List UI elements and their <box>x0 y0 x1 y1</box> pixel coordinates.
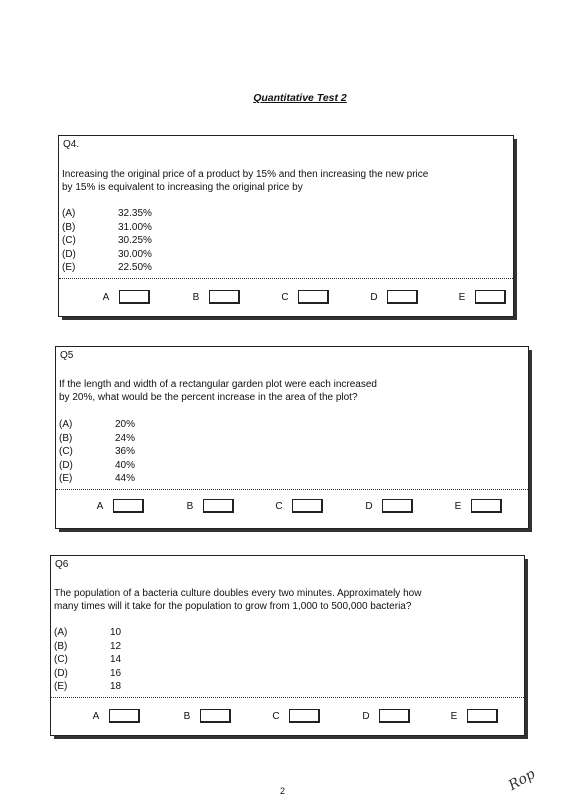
option-a: (A) 20% <box>59 419 136 430</box>
question-number: Q6 <box>55 559 69 570</box>
answer-checkbox[interactable] <box>387 290 418 304</box>
option-c: (C) 36% <box>59 446 136 457</box>
question-box-q4 <box>58 135 514 317</box>
answer-e[interactable]: E <box>453 290 506 304</box>
answer-checkbox[interactable] <box>475 290 506 304</box>
option-c: (C) 30.25% <box>62 235 152 246</box>
options-list <box>54 626 121 694</box>
answer-a[interactable]: A <box>97 290 150 304</box>
answer-c[interactable]: C <box>270 499 323 513</box>
option-b: (B) 31.00% <box>62 221 152 233</box>
answer-checkbox[interactable] <box>467 709 498 723</box>
question-box-q6 <box>50 555 525 736</box>
divider <box>51 697 524 698</box>
answer-b[interactable]: B <box>178 709 231 723</box>
question-box-q5 <box>55 346 529 529</box>
options-list <box>62 207 152 275</box>
option-e: (E) 44% <box>59 473 136 484</box>
answer-checkbox[interactable] <box>379 709 410 723</box>
divider <box>56 489 528 490</box>
stem-line: The population of a bacteria culture doubles every two minutes. Approximately how <box>54 588 422 599</box>
answer-a[interactable]: A <box>87 709 140 723</box>
answer-d[interactable]: D <box>365 290 418 304</box>
answer-checkbox[interactable] <box>113 499 144 513</box>
question-stem <box>59 378 499 404</box>
option-c: (C) 14 <box>54 654 122 665</box>
option-a: (A) 32.35% <box>62 208 152 219</box>
answer-d[interactable]: D <box>357 709 410 723</box>
option-a: (A) 10 <box>54 627 122 638</box>
handwritten-signature: Rop <box>505 766 539 794</box>
option-d: (D) 16 <box>54 667 122 679</box>
answer-a[interactable]: A <box>91 499 144 513</box>
answer-d[interactable]: D <box>360 499 413 513</box>
divider <box>59 278 513 279</box>
answer-row <box>56 499 528 517</box>
option-b: (B) 12 <box>54 640 122 652</box>
answer-checkbox[interactable] <box>292 499 323 513</box>
stem-line: by 20%, what would be the percent increase in the area of the plot? <box>59 392 358 403</box>
answer-checkbox[interactable] <box>119 290 150 304</box>
answer-checkbox[interactable] <box>209 290 240 304</box>
question-stem <box>62 168 502 194</box>
answer-b[interactable]: B <box>181 499 234 513</box>
options-list <box>59 418 135 486</box>
page-title: Quantitative Test 2 <box>253 92 347 104</box>
answer-checkbox[interactable] <box>471 499 502 513</box>
answer-e[interactable]: E <box>449 499 502 513</box>
answer-checkbox[interactable] <box>382 499 413 513</box>
question-stem <box>54 587 494 613</box>
answer-checkbox[interactable] <box>203 499 234 513</box>
answer-b[interactable]: B <box>187 290 240 304</box>
answer-row <box>59 290 513 308</box>
stem-line: If the length and width of a rectangular garden plot were each increased <box>59 379 377 390</box>
option-b: (B) 24% <box>59 432 136 444</box>
answer-checkbox[interactable] <box>200 709 231 723</box>
option-d: (D) 30.00% <box>62 248 152 260</box>
stem-line: by 15% is equivalent to increasing the original price by <box>62 182 303 193</box>
option-d: (D) 40% <box>59 459 136 471</box>
answer-c[interactable]: C <box>267 709 320 723</box>
stem-line: Increasing the original price of a product by 15% and then increasing the new price <box>62 169 429 180</box>
answer-checkbox[interactable] <box>109 709 140 723</box>
option-e: (E) 18 <box>54 681 122 692</box>
stem-line: many times will it take for the population to grow from 1,000 to 500,000 bacteria? <box>54 601 412 612</box>
answer-row <box>51 709 524 727</box>
page-number: 2 <box>280 786 286 796</box>
answer-checkbox[interactable] <box>289 709 320 723</box>
question-number: Q4. <box>63 139 80 150</box>
question-number: Q5 <box>60 350 74 361</box>
option-e: (E) 22.50% <box>62 262 152 273</box>
answer-c[interactable]: C <box>276 290 329 304</box>
answer-e[interactable]: E <box>445 709 498 723</box>
answer-checkbox[interactable] <box>298 290 329 304</box>
